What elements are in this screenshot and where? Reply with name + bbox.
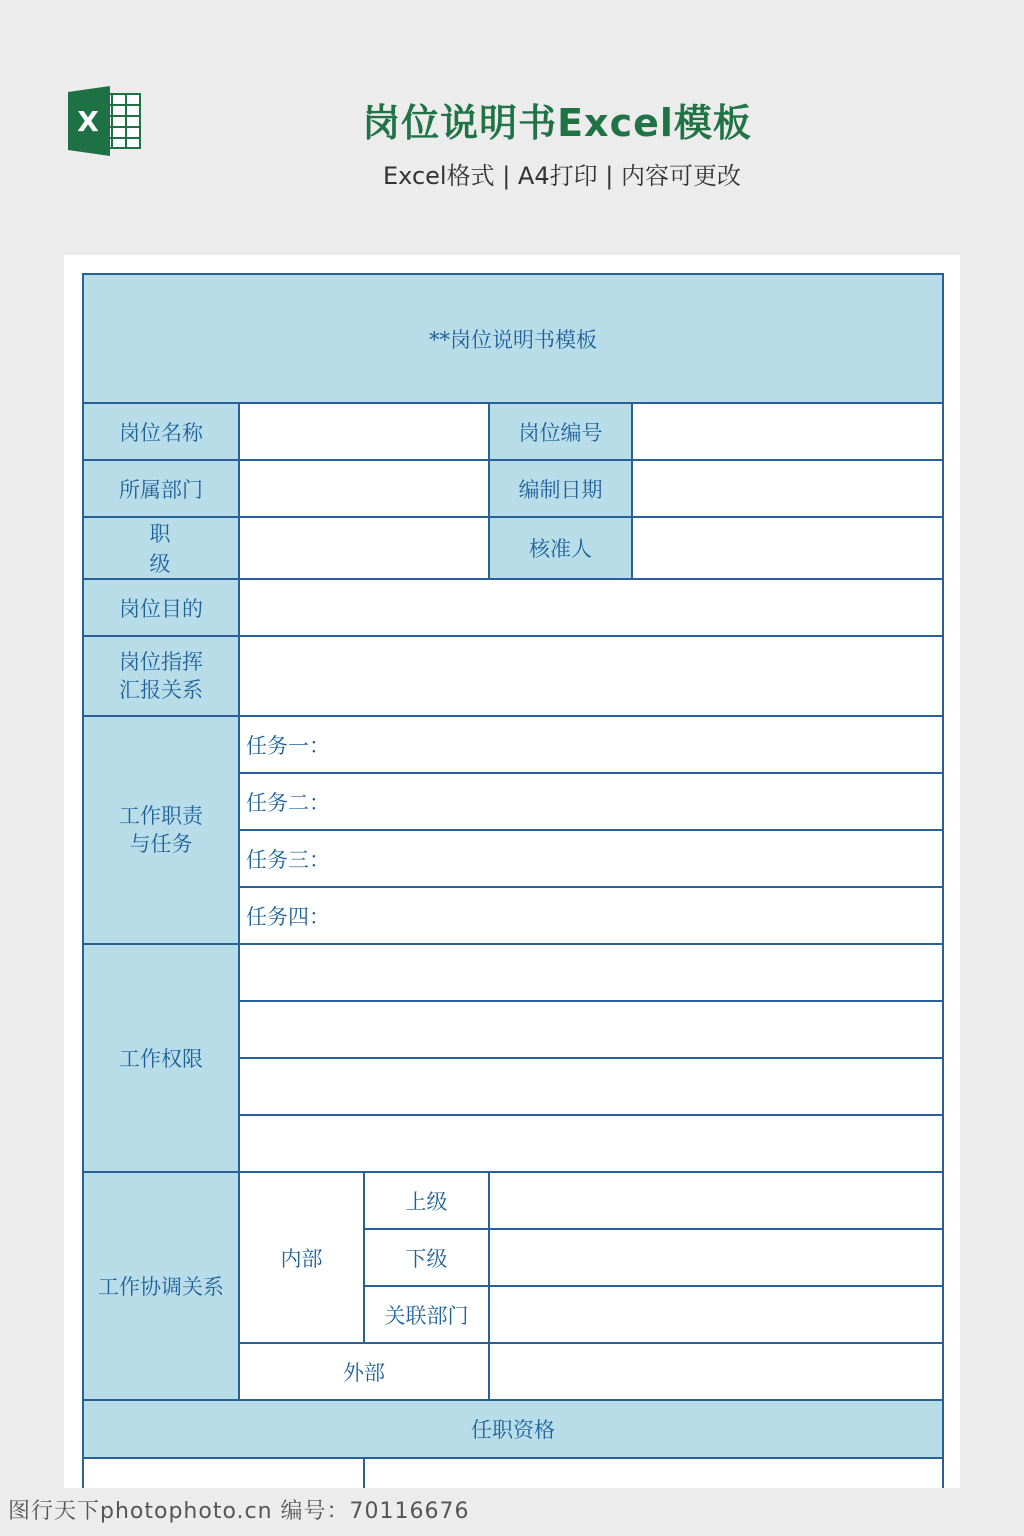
value-rank[interactable] [239, 517, 489, 579]
label-duties [83, 716, 239, 944]
document-title: 岗位说明书Excel模板 [362, 101, 752, 145]
label-duties-line1: 工作职责 [119, 803, 203, 828]
form-title: **岗位说明书模板 [83, 274, 943, 403]
value-external[interactable] [489, 1343, 943, 1400]
label-position-no: 岗位编号 [489, 403, 632, 460]
label-approver: 核准人 [489, 517, 632, 579]
label-reporting-relation [83, 636, 239, 716]
task-row-2[interactable]: 任务二： [239, 773, 943, 830]
label-rank: 职 级 [83, 517, 239, 579]
value-department[interactable] [239, 460, 489, 517]
value-reporting-relation[interactable] [239, 636, 943, 716]
value-related-dept[interactable] [489, 1286, 943, 1343]
coordination-subordinate: 下级 [364, 1229, 489, 1286]
coordination-internal: 内部 [239, 1172, 364, 1343]
qualification-cell-right[interactable] [364, 1458, 943, 1488]
label-reporting-line2: 汇报关系 [119, 678, 203, 702]
coordination-superior: 上级 [364, 1172, 489, 1229]
value-position-no[interactable] [632, 403, 943, 460]
value-subordinate[interactable] [489, 1229, 943, 1286]
label-compile-date: 编制日期 [489, 460, 632, 517]
value-position-name[interactable] [239, 403, 489, 460]
authority-row-2[interactable] [239, 1001, 943, 1058]
coordination-external: 外部 [239, 1343, 489, 1400]
watermark-text: 图行天下photophoto.cn 编号：70116676 [8, 1499, 470, 1524]
document-subtitle: Excel格式 | A4打印 | 内容可更改 [383, 162, 741, 190]
label-purpose: 岗位目的 [83, 579, 239, 636]
authority-row-4[interactable] [239, 1115, 943, 1172]
label-qualification: 任职资格 [83, 1400, 943, 1458]
task-row-1[interactable]: 任务一： [239, 716, 943, 773]
spreadsheet-preview [64, 255, 960, 1488]
value-superior[interactable] [489, 1172, 943, 1229]
task-row-3[interactable]: 任务三： [239, 830, 943, 887]
value-compile-date[interactable] [632, 460, 943, 517]
coordination-related-dept: 关联部门 [364, 1286, 489, 1343]
authority-row-1[interactable] [239, 944, 943, 1001]
authority-row-3[interactable] [239, 1058, 943, 1115]
qualification-cell-left[interactable] [83, 1458, 364, 1488]
label-duties-line2: 与任务 [129, 832, 193, 856]
label-reporting-line1: 岗位指挥 [119, 649, 203, 674]
excel-logo-letter: X [77, 105, 99, 138]
task-row-4[interactable]: 任务四： [239, 887, 943, 944]
label-position-name: 岗位名称 [83, 403, 239, 460]
label-authority: 工作权限 [83, 944, 239, 1172]
label-department: 所属部门 [83, 460, 239, 517]
value-approver[interactable] [632, 517, 943, 579]
value-purpose[interactable] [239, 579, 943, 636]
job-description-form [82, 273, 944, 1488]
label-coordination: 工作协调关系 [83, 1172, 239, 1400]
